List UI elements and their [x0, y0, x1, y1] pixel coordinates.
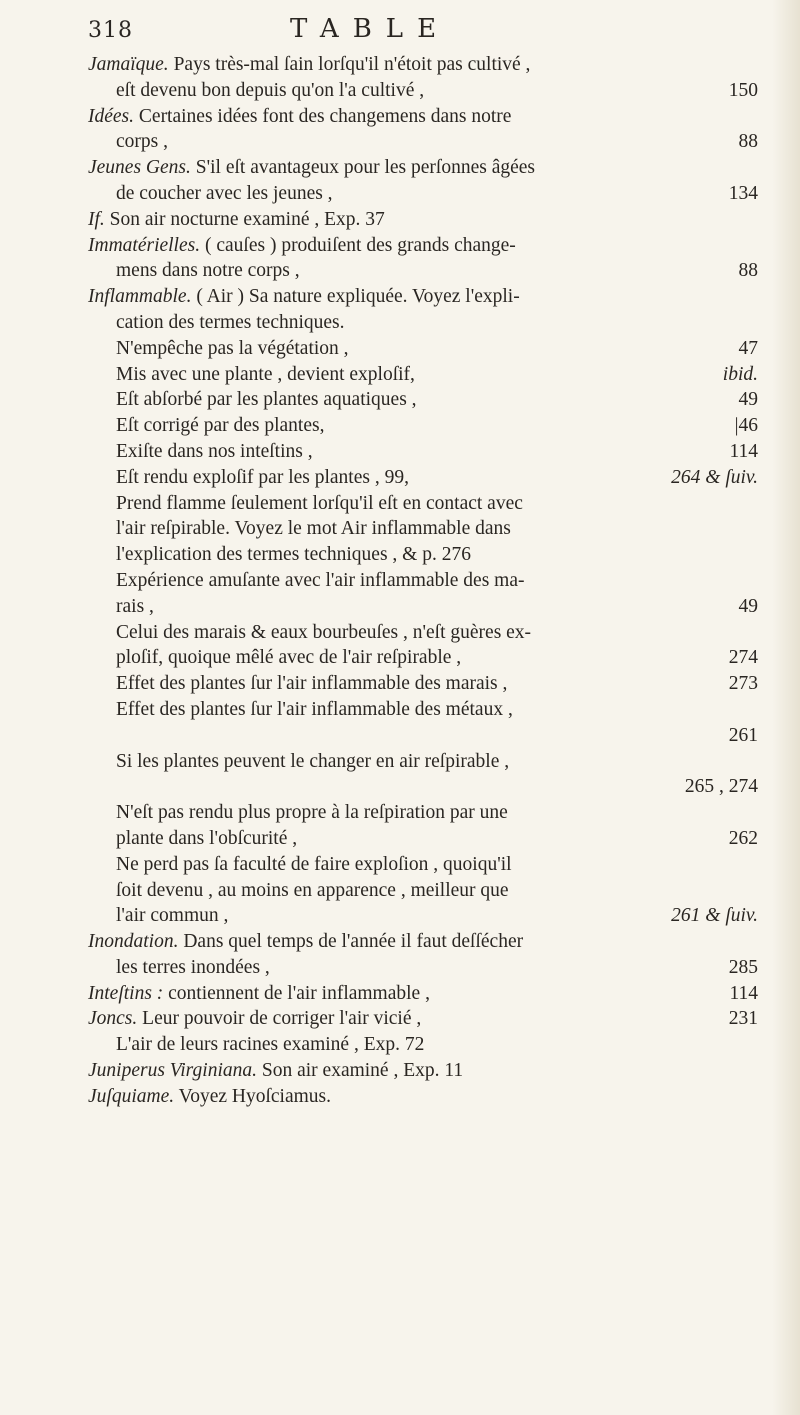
- index-line: [88, 1006, 764, 1032]
- index-text: ſoit devenu , au moins en apparence , meilleur que: [116, 879, 509, 901]
- index-text: Eſt rendu exploſif par les plantes , 99,: [116, 466, 409, 488]
- page-reference: 134: [728, 182, 758, 204]
- index-line: [88, 671, 764, 697]
- index-line: [88, 516, 764, 542]
- index-line: [88, 129, 764, 155]
- index-entries: [88, 52, 764, 1110]
- page-reference: 150: [728, 79, 758, 101]
- index-line: [88, 594, 764, 620]
- index-text: Son air examiné , Exp. 11: [257, 1060, 464, 1082]
- page-number: 318: [88, 18, 133, 43]
- page-reference: 49: [738, 389, 758, 411]
- index-text: Prend flamme ſeulement lorſqu'il eſt en contact avec: [116, 492, 523, 514]
- index-text: Son air nocturne examiné , Exp. 37: [104, 208, 385, 230]
- page-reference: 231: [728, 1008, 758, 1030]
- index-text: ploſif, quoique mêlé avec de l'air reſpirable ,: [116, 647, 462, 669]
- index-text: Certaines idées font des changemens dans notre: [134, 105, 512, 127]
- index-line: [88, 465, 764, 491]
- index-line: [88, 155, 764, 181]
- index-line: [88, 233, 764, 259]
- index-headword: Inondation.: [88, 931, 179, 953]
- index-line: [88, 955, 764, 981]
- index-line: [88, 413, 764, 439]
- index-text: Si les plantes peuvent le changer en air reſpirable ,: [116, 750, 510, 772]
- index-headword: Idées.: [88, 105, 135, 127]
- index-text: plante dans l'obſcurité ,: [116, 827, 298, 849]
- index-text: cation des termes techniques.: [116, 311, 345, 333]
- index-line: [88, 620, 764, 646]
- index-headword: Inteſtins :: [88, 982, 164, 1004]
- index-text: N'empêche pas la végétation ,: [116, 337, 349, 359]
- index-text: Voyez Hyoſciamus.: [174, 1085, 331, 1107]
- page-reference: 88: [738, 131, 758, 153]
- index-text: Eſt corrigé par des plantes,: [116, 415, 325, 437]
- index-line: [88, 52, 764, 78]
- index-line: [88, 258, 764, 284]
- index-line: [88, 387, 764, 413]
- index-line: [88, 439, 764, 465]
- index-text: N'eſt pas rendu plus propre à la reſpiration par une: [116, 802, 508, 824]
- index-headword: Juſquiame.: [88, 1085, 175, 1107]
- index-text: mens dans notre corps ,: [116, 260, 300, 282]
- index-text: l'explication des termes techniques , & p. 276: [116, 544, 471, 566]
- index-line: [88, 800, 764, 826]
- index-line: [88, 181, 764, 207]
- index-text: Pays très-mal ſain lorſqu'il n'étoit pas cultivé ,: [168, 54, 531, 75]
- index-line: [88, 749, 764, 775]
- page-reference: 285: [728, 956, 758, 978]
- index-text: ( Air ) Sa nature expliquée. Voyez l'expli-: [191, 286, 520, 308]
- index-line: [88, 1032, 764, 1058]
- page-reference: ibid.: [722, 363, 758, 385]
- index-line: [88, 310, 764, 336]
- running-title: TABLE: [290, 14, 451, 44]
- index-headword: If.: [88, 208, 105, 230]
- index-headword: Joncs.: [88, 1008, 138, 1030]
- index-text: S'il eſt avantageux pour les perſonnes âgées: [190, 157, 536, 179]
- index-line: [88, 284, 764, 310]
- index-text: Celui des marais & eaux bourbeuſes , n'eſt guères ex-: [116, 621, 532, 643]
- index-line: [88, 491, 764, 517]
- index-text: Eſt abſorbé par les plantes aquatiques ,: [116, 389, 417, 411]
- index-text: Expérience amuſante avec l'air inflammable des ma-: [116, 569, 525, 591]
- index-line: [88, 852, 764, 878]
- page-reference: 88: [738, 260, 758, 282]
- index-text: eſt devenu bon depuis qu'on l'a cultivé ,: [116, 79, 425, 101]
- index-text: l'air commun ,: [116, 905, 229, 927]
- page-reference: 262: [728, 827, 758, 849]
- index-line: [88, 542, 764, 568]
- index-text: Leur pouvoir de corriger l'air vicié ,: [137, 1008, 422, 1030]
- index-line: [88, 104, 764, 130]
- index-line: [88, 697, 764, 723]
- index-text: Effet des plantes ſur l'air inflammable des métaux ,: [116, 698, 513, 720]
- index-text: Dans quel temps de l'année il faut deſſécher: [178, 931, 524, 953]
- index-headword: Jeunes Gens.: [88, 157, 191, 179]
- page-reference: 265 , 274: [684, 776, 758, 798]
- page-reference: 114: [729, 982, 758, 1004]
- index-headword: Jamaïque.: [88, 54, 169, 75]
- index-line: [88, 929, 764, 955]
- index-text: les terres inondées ,: [116, 956, 270, 978]
- page-reference: 273: [728, 673, 758, 695]
- index-headword: Immatérielles.: [88, 234, 201, 256]
- index-text: Effet des plantes ſur l'air inflammable des marais ,: [116, 673, 508, 695]
- page-reference: 261: [728, 724, 758, 746]
- index-text: de coucher avec les jeunes ,: [116, 182, 333, 204]
- index-line: [88, 78, 764, 104]
- index-text: Mis avec une plante , devient exploſif,: [116, 363, 415, 385]
- index-line: [88, 1084, 764, 1110]
- page-reference: 49: [738, 595, 758, 617]
- index-line: [88, 362, 764, 388]
- index-headword: Inflammable.: [88, 286, 192, 308]
- index-line: [88, 774, 764, 800]
- index-line: [88, 826, 764, 852]
- index-line: [88, 981, 764, 1007]
- index-line: [88, 723, 764, 749]
- page-reference: 261 & ſuiv.: [671, 905, 758, 927]
- index-text: l'air reſpirable. Voyez le mot Air inflammable dans: [116, 518, 511, 540]
- page-reference: 114: [729, 440, 758, 462]
- page-reference: 264 & ſuiv.: [671, 466, 758, 488]
- index-text: contiennent de l'air inflammable ,: [163, 982, 430, 1004]
- index-line: [88, 1058, 764, 1084]
- page-header: [88, 12, 748, 52]
- index-line: [88, 903, 764, 929]
- index-line: [88, 207, 764, 233]
- index-headword: Juniperus Virginiana.: [88, 1060, 257, 1082]
- index-line: [88, 878, 764, 904]
- page-reference: 274: [728, 647, 758, 669]
- index-text: corps ,: [116, 131, 168, 153]
- index-line: [88, 645, 764, 671]
- index-line: [88, 336, 764, 362]
- page-reference: |46: [734, 415, 758, 437]
- page-edge-shadow: [772, 0, 800, 1415]
- index-text: ( cauſes ) produiſent des grands change-: [200, 234, 516, 256]
- index-line: [88, 568, 764, 594]
- index-text: Exiſte dans nos inteſtins ,: [116, 440, 313, 462]
- index-text: L'air de leurs racines examiné , Exp. 72: [116, 1034, 425, 1056]
- page-reference: 47: [738, 337, 758, 359]
- index-text: rais ,: [116, 595, 154, 617]
- index-text: Ne perd pas ſa faculté de faire exploſion , quoiqu'il: [116, 853, 512, 875]
